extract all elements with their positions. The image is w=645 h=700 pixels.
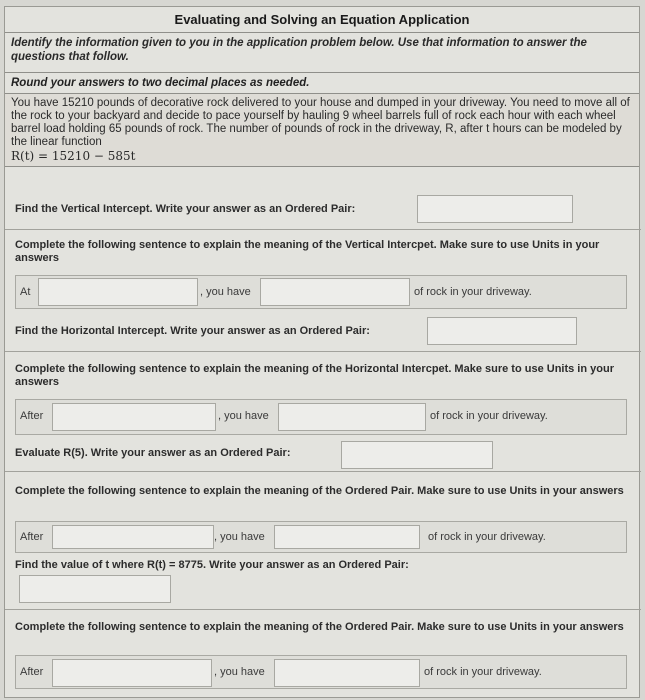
- problem-text: You have 15210 pounds of decorative rock delivered to your house and dumped in your driveway. You need to move all of the rock to your backyard and decide to pace yourself by hauling 9 wheel barrels full of rock each hour with each wheel barrel load holding 65 pounds of rock. The number of pounds of rock in the driveway, R, after t hours can be modeled by the linear function: [11, 97, 630, 148]
- divider: [5, 609, 641, 610]
- sentence-tail: of rock in your driveway.: [424, 666, 542, 678]
- r5-amount-input[interactable]: [274, 525, 420, 549]
- sentence-tail: of rock in your driveway.: [430, 410, 548, 422]
- horizontal-intercept-input[interactable]: [427, 317, 577, 345]
- horizontal-intercept-time-input[interactable]: [52, 403, 216, 431]
- divider: [5, 471, 641, 472]
- horizontal-intercept-sentence-prompt: Complete the following sentence to explain the meaning of the Horizontal Intercpet. Make sure to use Units in your answers: [15, 363, 614, 388]
- sentence-lead: After: [20, 531, 44, 543]
- horizontal-intercept-prompt: Find the Horizontal Intercept. Write your answer as an Ordered Pair:: [15, 325, 370, 337]
- vertical-intercept-prompt: Find the Vertical Intercept. Write your answer as an Ordered Pair:: [15, 203, 356, 215]
- divider: [5, 229, 641, 230]
- vertical-intercept-sentence-row: [15, 275, 627, 309]
- find-t-amount-input[interactable]: [274, 659, 420, 687]
- page-title: Evaluating and Solving an Equation Application: [5, 7, 639, 33]
- sentence-lead: After: [20, 410, 44, 422]
- sentence-mid: , you have: [218, 410, 269, 422]
- r5-time-input[interactable]: [52, 525, 214, 549]
- divider: [5, 351, 641, 352]
- find-t-input[interactable]: [19, 575, 171, 603]
- horizontal-intercept-sentence-row: [15, 399, 627, 435]
- sentence-tail: of rock in your driveway.: [414, 286, 532, 298]
- find-t-time-input[interactable]: [52, 659, 212, 687]
- rounding-note: Round your answers to two decimal places as needed.: [5, 73, 639, 94]
- sentence-mid: , you have: [214, 531, 265, 543]
- evaluate-r5-input[interactable]: [341, 441, 493, 469]
- sentence-tail: of rock in your driveway.: [428, 531, 546, 543]
- vertical-intercept-input[interactable]: [417, 195, 573, 223]
- worksheet: [4, 6, 640, 698]
- sentence-lead: After: [20, 666, 44, 678]
- r5-sentence-row: [15, 521, 627, 553]
- sentence-mid: , you have: [200, 286, 251, 298]
- find-t-prompt: Find the value of t where R(t) = 8775. Write your answer as an Ordered Pair:: [15, 559, 409, 571]
- evaluate-r5-text: Evaluate R(5). Write your answer as an Ordered Pair:: [15, 447, 291, 459]
- horizontal-intercept-amount-input[interactable]: [278, 403, 426, 431]
- sentence-mid: , you have: [214, 666, 265, 678]
- instructions-text: Identify the information given to you in the application problem below. Use that information to answer the questions that follow.: [5, 33, 639, 73]
- evaluate-r5-prompt: [15, 447, 291, 459]
- r5-sentence-prompt: Complete the following sentence to explain the meaning of the Ordered Pair. Make sure to use Units in your answers: [15, 485, 624, 497]
- find-t-sentence-row: [15, 655, 627, 689]
- find-t-sentence-prompt: Complete the following sentence to explain the meaning of the Ordered Pair. Make sure to use Units in your answers: [15, 621, 624, 633]
- vertical-intercept-amount-input[interactable]: [260, 278, 410, 306]
- problem-statement: [5, 94, 639, 167]
- linear-function: R(t) = 15210 − 585t: [11, 149, 136, 163]
- sentence-lead: At: [20, 286, 31, 298]
- vertical-intercept-time-input[interactable]: [38, 278, 198, 306]
- vertical-intercept-sentence-prompt: Complete the following sentence to explain the meaning of the Vertical Intercpet. Make sure to use Units in your answers: [15, 239, 600, 264]
